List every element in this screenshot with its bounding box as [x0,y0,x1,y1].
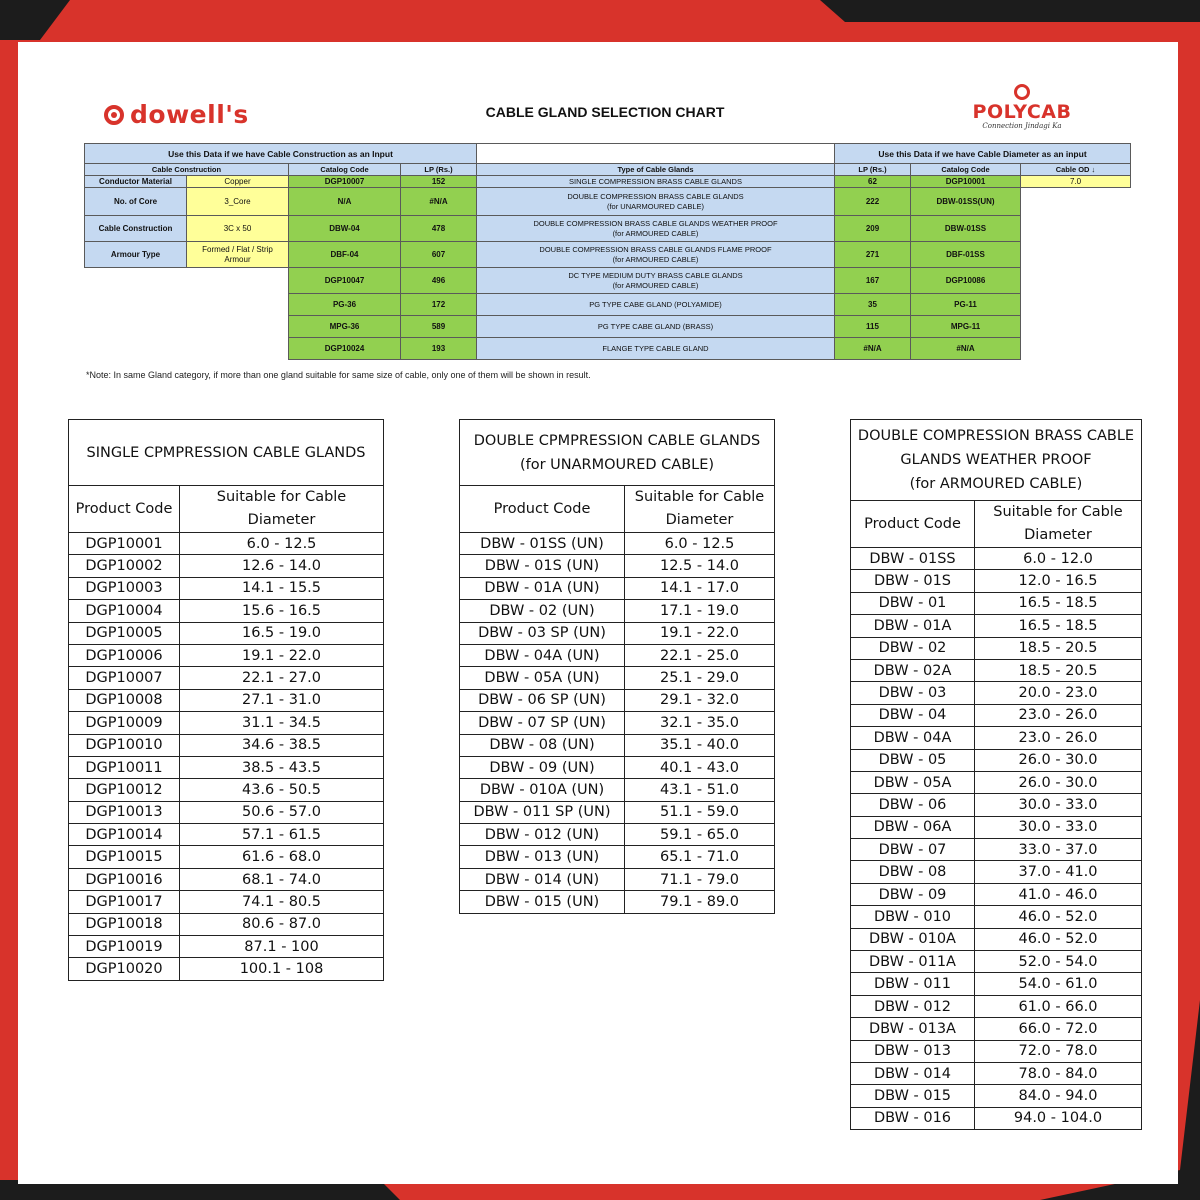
table-row [69,689,384,711]
diameter-range-cell: 72.0 - 78.0 [975,1040,1142,1062]
table-row [460,868,775,890]
diameter-range-cell: 50.6 - 57.0 [180,801,384,823]
diameter-range-cell: 17.1 - 19.0 [625,600,775,622]
gland-type-cell [477,294,835,316]
gland-type-line: DOUBLE COMPRESSION BRASS CABLE GLANDS WEATHER PROOF [533,218,778,228]
empty-cell [1021,188,1131,360]
gland-type-line: DC TYPE MEDIUM DUTY BRASS CABLE GLANDS [568,270,743,280]
gland-type-subline: (for UNARMOURED CABLE) [606,201,705,211]
diameter-range-cell: 43.1 - 51.0 [625,779,775,801]
diameter-header-line: Diameter [1024,527,1092,543]
product-code-cell: DGP10014 [69,824,180,846]
param-label: Conductor Material [85,176,187,188]
diameter-range-cell: 33.0 - 37.0 [975,839,1142,861]
table-row [460,712,775,734]
gland-type-cell [477,268,835,294]
gland-type-cell [477,316,835,338]
diameter-range-cell: 80.6 - 87.0 [180,913,384,935]
product-code-cell: DBW - 01 [851,592,975,614]
gland-type-cell [477,242,835,268]
diameter-range-cell: 22.1 - 25.0 [625,644,775,666]
polycab-logo [972,84,1072,130]
table-row [69,756,384,778]
product-code-cell: DBW - 013 [851,1040,975,1062]
product-code-cell: DBW - 011 [851,973,975,995]
gland-type-cell [477,188,835,216]
table-row [460,734,775,756]
table-row [460,555,775,577]
product-code-cell: DBW - 07 SP (UN) [460,712,625,734]
diameter-range-cell: 20.0 - 23.0 [975,682,1142,704]
diameter-input-header: Use this Data if we have Cable Diameter as an input [835,144,1131,164]
product-code-header: Product Code [69,486,180,533]
gland-type-line: PG TYPE CABE GLAND (POLYAMIDE) [589,299,722,309]
diameter-range-cell: 15.6 - 16.5 [180,600,384,622]
param-label: Armour Type [85,242,187,268]
table-row [69,936,384,958]
col-cable-od: Cable OD ↓ [1021,164,1131,176]
diameter-range-cell: 43.6 - 50.5 [180,779,384,801]
diameter-header-line: Suitable for Cable [993,504,1123,520]
product-code-cell: DGP10008 [69,689,180,711]
product-code-cell: DBW - 01S [851,570,975,592]
product-code-cell: DGP10005 [69,622,180,644]
gland-type-subline: (for ARMOURED CABLE) [612,280,699,290]
product-code-cell: DBW - 01A [851,615,975,637]
single-compression-table [68,419,384,981]
page-title: CABLE GLAND SELECTION CHART [485,104,725,120]
lp-cell: 193 [401,338,477,360]
diameter-range-cell: 38.5 - 43.5 [180,756,384,778]
gland-type-line: DOUBLE COMPRESSION BRASS CABLE GLANDS FLAME PROOF [539,244,772,254]
table-row [851,592,1142,614]
diameter-range-cell: 22.1 - 27.0 [180,667,384,689]
col-catalog-code: Catalog Code [289,164,401,176]
diameter-header [975,501,1142,548]
product-code-cell: DGP10002 [69,555,180,577]
product-code-cell: DBW - 05A (UN) [460,667,625,689]
product-code-cell: DBW - 014 (UN) [460,868,625,890]
cable-construction-header: Cable Construction [85,164,289,176]
diameter-range-cell: 6.0 - 12.5 [180,533,384,555]
catalog-code-cell: DGP10024 [289,338,401,360]
diameter-range-cell: 12.5 - 14.0 [625,555,775,577]
gland-type-line: SINGLE COMPRESSION BRASS CABLE GLANDS [569,176,742,186]
construction-input-header: Use this Data if we have Cable Construction as an Input [85,144,477,164]
product-code-cell: DGP10010 [69,734,180,756]
table-row [69,533,384,555]
catalog-code-cell: DGP10007 [289,176,401,188]
product-code-cell: DBW - 014 [851,1062,975,1084]
catalog-code-cell: MPG-36 [289,316,401,338]
diameter-range-cell: 84.0 - 94.0 [975,1085,1142,1107]
product-code-cell: DBW - 06 SP (UN) [460,689,625,711]
lp-right-cell: 167 [835,268,911,294]
polycab-logo-icon [1014,84,1030,100]
table-row [69,667,384,689]
diameter-range-cell: 16.5 - 19.0 [180,622,384,644]
table-row [851,951,1142,973]
table-row [851,816,1142,838]
diameter-range-cell: 51.1 - 59.0 [625,801,775,823]
product-code-cell: DBW - 011 SP (UN) [460,801,625,823]
double-compression-weatherproof-table [850,419,1142,1130]
lp-right-cell: 271 [835,242,911,268]
product-code-cell: DBW - 08 [851,861,975,883]
table-row [69,622,384,644]
product-code-cell: DBW - 016 [851,1107,975,1129]
product-code-cell: DBW - 010A (UN) [460,779,625,801]
product-code-cell: DBW - 07 [851,839,975,861]
diameter-range-cell: 57.1 - 61.5 [180,824,384,846]
table-row [69,913,384,935]
diameter-header [180,486,384,533]
product-code-cell: DGP10009 [69,712,180,734]
diameter-range-cell: 14.1 - 15.5 [180,577,384,599]
diameter-range-cell: 46.0 - 52.0 [975,928,1142,950]
table-row [851,548,1142,570]
product-code-cell: DBW - 01SS (UN) [460,533,625,555]
diameter-range-cell: 78.0 - 84.0 [975,1062,1142,1084]
col-catalog-code-right: Catalog Code [911,164,1021,176]
diameter-range-cell: 18.5 - 20.5 [975,659,1142,681]
table-row [460,846,775,868]
polycab-tagline: Connection Jindagi Ka [982,122,1062,130]
table-row [460,622,775,644]
lp-cell: 607 [401,242,477,268]
diameter-range-cell: 19.1 - 22.0 [625,622,775,644]
param-value: Formed / Flat / Strip Armour [187,242,289,268]
table-title-line: (for UNARMOURED CABLE) [519,456,715,473]
product-code-cell: DGP10020 [69,958,180,980]
diameter-range-cell: 65.1 - 71.0 [625,846,775,868]
col-gland-type: Type of Cable Glands [477,164,835,176]
lp-right-cell: 35 [835,294,911,316]
diameter-range-cell: 6.0 - 12.0 [975,548,1142,570]
table-row [69,577,384,599]
table-title [69,420,384,486]
diameter-range-cell: 54.0 - 61.0 [975,973,1142,995]
product-code-cell: DBW - 01S (UN) [460,555,625,577]
product-code-cell: DGP10013 [69,801,180,823]
product-code-cell: DBW - 011A [851,951,975,973]
product-code-cell: DBW - 010A [851,928,975,950]
table-row [851,749,1142,771]
table-row [851,995,1142,1017]
diameter-range-cell: 26.0 - 30.0 [975,749,1142,771]
dowells-logo-icon [104,105,124,125]
product-code-cell: DBW - 08 (UN) [460,734,625,756]
diameter-range-cell: 16.5 - 18.5 [975,615,1142,637]
diameter-range-cell: 41.0 - 46.0 [975,883,1142,905]
gland-type-cell [477,176,835,188]
table-title-line: (for ARMOURED CABLE) [909,476,1083,492]
product-code-cell: DBW - 012 (UN) [460,824,625,846]
product-code-cell: DBW - 06 [851,794,975,816]
table-row [460,824,775,846]
table-title-line: DOUBLE CPMPRESSION CABLE GLANDS [473,432,761,449]
product-code-cell: DBW - 02 (UN) [460,600,625,622]
catalog-code-right-cell: DGP10086 [911,268,1021,294]
diameter-range-cell: 12.6 - 14.0 [180,555,384,577]
product-code-cell: DGP10015 [69,846,180,868]
table-row [851,615,1142,637]
lp-cell: 478 [401,216,477,242]
product-code-cell: DBW - 013A [851,1018,975,1040]
table-row [69,891,384,913]
double-compression-unarmoured-table [459,419,775,914]
diameter-range-cell: 74.1 - 80.5 [180,891,384,913]
product-code-header: Product Code [851,501,975,548]
table-row [851,637,1142,659]
diameter-range-cell: 31.1 - 34.5 [180,712,384,734]
selection-note: *Note: In same Gland category, if more than one gland suitable for same size of cable, only one of them will be shown in result. [86,370,591,380]
diameter-header-line: Diameter [247,512,316,528]
table-row [69,712,384,734]
product-code-cell: DBW - 01SS [851,548,975,570]
table-title-line: DOUBLE COMPRESSION BRASS CABLE [857,428,1135,444]
catalog-code-cell: DGP10047 [289,268,401,294]
diameter-range-cell: 12.0 - 16.5 [975,570,1142,592]
table-row [69,868,384,890]
diameter-range-cell: 37.0 - 41.0 [975,861,1142,883]
product-code-cell: DBW - 03 SP (UN) [460,622,625,644]
diameter-header-line: Suitable for Cable [634,489,765,505]
product-code-cell: DBW - 05A [851,771,975,793]
product-code-cell: DGP10004 [69,600,180,622]
table-row [851,704,1142,726]
table-row [69,958,384,980]
diameter-range-cell: 26.0 - 30.0 [975,771,1142,793]
table-row [851,659,1142,681]
product-code-cell: DBW - 012 [851,995,975,1017]
param-label: No. of Core [85,188,187,216]
empty-cell [85,268,289,360]
table-row [851,928,1142,950]
table-title [851,420,1142,501]
selection-grid [84,143,1131,360]
product-code-cell: DBW - 02A [851,659,975,681]
param-value: 3_Core [187,188,289,216]
gland-type-subline: (for ARMOURED CABLE) [612,254,699,264]
table-row [69,734,384,756]
product-code-cell: DGP10019 [69,936,180,958]
product-code-cell: DGP10018 [69,913,180,935]
diameter-range-cell: 68.1 - 74.0 [180,868,384,890]
table-row [460,689,775,711]
lp-cell: 496 [401,268,477,294]
header-spacer [477,144,835,164]
product-code-cell: DBW - 04A (UN) [460,644,625,666]
diameter-range-cell: 30.0 - 33.0 [975,816,1142,838]
table-row [851,1040,1142,1062]
table-row [69,846,384,868]
diameter-range-cell: 66.0 - 72.0 [975,1018,1142,1040]
lp-right-cell: 115 [835,316,911,338]
table-row [851,906,1142,928]
lp-cell: #N/A [401,188,477,216]
gland-type-line: FLANGE TYPE CABLE GLAND [602,343,709,353]
product-code-cell: DBW - 013 (UN) [460,846,625,868]
table-row [851,861,1142,883]
table-title-line: GLANDS WEATHER PROOF [900,452,1092,468]
diameter-range-cell: 46.0 - 52.0 [975,906,1142,928]
product-code-cell: DGP10006 [69,644,180,666]
diameter-range-cell: 59.1 - 65.0 [625,824,775,846]
lp-cell: 589 [401,316,477,338]
table-row [851,727,1142,749]
table-row [69,555,384,577]
catalog-code-cell: N/A [289,188,401,216]
table-row [460,600,775,622]
polycab-logo-text: POLYCAB [972,101,1072,123]
table-row [69,600,384,622]
table-row [69,824,384,846]
catalog-code-right-cell: PG-11 [911,294,1021,316]
catalog-code-cell: DBW-04 [289,216,401,242]
table-row [851,1062,1142,1084]
product-code-cell: DBW - 015 [851,1085,975,1107]
product-code-cell: DGP10001 [69,533,180,555]
product-code-cell: DBW - 01A (UN) [460,577,625,599]
product-code-cell: DBW - 03 [851,682,975,704]
catalog-code-right-cell: DGP10001 [911,176,1021,188]
table-row [851,973,1142,995]
diameter-range-cell: 40.1 - 43.0 [625,756,775,778]
param-value: 3C x 50 [187,216,289,242]
table-title-line: SINGLE CPMPRESSION CABLE GLANDS [86,444,366,461]
diameter-range-cell: 87.1 - 100 [180,936,384,958]
diameter-range-cell: 79.1 - 89.0 [625,891,775,913]
catalog-code-cell: DBF-04 [289,242,401,268]
dowells-logo [104,100,249,129]
diameter-range-cell: 25.1 - 29.0 [625,667,775,689]
gland-type-cell [477,338,835,360]
diameter-range-cell: 16.5 - 18.5 [975,592,1142,614]
table-row [851,1085,1142,1107]
cable-od-input: 7.0 [1021,176,1131,188]
table-row [69,801,384,823]
lp-right-cell: #N/A [835,338,911,360]
param-label: Cable Construction [85,216,187,242]
catalog-code-right-cell: DBW-01SS [911,216,1021,242]
diameter-range-cell: 32.1 - 35.0 [625,712,775,734]
table-row [851,771,1142,793]
table-row [460,667,775,689]
product-code-cell: DBW - 010 [851,906,975,928]
table-row [851,570,1142,592]
table-title [460,420,775,486]
col-lp-right: LP (Rs.) [835,164,911,176]
lp-right-cell: 222 [835,188,911,216]
table-row [460,756,775,778]
diameter-range-cell: 61.0 - 66.0 [975,995,1142,1017]
diameter-range-cell: 23.0 - 26.0 [975,704,1142,726]
table-row [851,1107,1142,1129]
col-lp: LP (Rs.) [401,164,477,176]
table-row [851,883,1142,905]
diameter-range-cell: 100.1 - 108 [180,958,384,980]
diameter-range-cell: 34.6 - 38.5 [180,734,384,756]
table-row [460,533,775,555]
diameter-range-cell: 23.0 - 26.0 [975,727,1142,749]
product-code-cell: DGP10012 [69,779,180,801]
table-row [69,779,384,801]
diameter-range-cell: 6.0 - 12.5 [625,533,775,555]
gland-type-line: DOUBLE COMPRESSION BRASS CABLE GLANDS [567,191,744,201]
diameter-range-cell: 61.6 - 68.0 [180,846,384,868]
diameter-range-cell: 35.1 - 40.0 [625,734,775,756]
diameter-range-cell: 27.1 - 31.0 [180,689,384,711]
param-value: Copper [187,176,289,188]
diameter-header [625,486,775,533]
lp-right-cell: 62 [835,176,911,188]
catalog-code-cell: PG-36 [289,294,401,316]
table-row [851,794,1142,816]
table-row [460,801,775,823]
product-code-cell: DGP10011 [69,756,180,778]
gland-type-cell [477,216,835,242]
table-row [460,644,775,666]
product-code-cell: DBW - 015 (UN) [460,891,625,913]
diameter-range-cell: 94.0 - 104.0 [975,1107,1142,1129]
diameter-header-line: Suitable for Cable [216,489,347,505]
diameter-range-cell: 29.1 - 32.0 [625,689,775,711]
table-row [851,1018,1142,1040]
diameter-range-cell: 30.0 - 33.0 [975,794,1142,816]
table-row [851,839,1142,861]
diameter-range-cell: 52.0 - 54.0 [975,951,1142,973]
product-code-cell: DGP10007 [69,667,180,689]
diameter-range-cell: 19.1 - 22.0 [180,644,384,666]
product-code-cell: DBW - 05 [851,749,975,771]
product-code-cell: DBW - 06A [851,816,975,838]
product-code-cell: DGP10003 [69,577,180,599]
table-row [460,891,775,913]
diameter-range-cell: 71.1 - 79.0 [625,868,775,890]
diameter-range-cell: 14.1 - 17.0 [625,577,775,599]
product-code-cell: DGP10016 [69,868,180,890]
table-row [460,779,775,801]
product-code-header: Product Code [460,486,625,533]
lp-cell: 172 [401,294,477,316]
gland-type-line: PG TYPE CABE GLAND (BRASS) [597,321,714,331]
catalog-code-right-cell: DBW-01SS(UN) [911,188,1021,216]
catalog-code-right-cell: #N/A [911,338,1021,360]
product-code-cell: DBW - 09 (UN) [460,756,625,778]
diameter-range-cell: 18.5 - 20.5 [975,637,1142,659]
lp-cell: 152 [401,176,477,188]
gland-type-subline: (for ARMOURED CABLE) [612,228,699,238]
product-code-cell: DBW - 02 [851,637,975,659]
table-row [851,682,1142,704]
table-row [460,577,775,599]
diameter-header-line: Diameter [665,512,734,528]
lp-right-cell: 209 [835,216,911,242]
product-code-cell: DGP10017 [69,891,180,913]
product-code-cell: DBW - 09 [851,883,975,905]
catalog-code-right-cell: MPG-11 [911,316,1021,338]
catalog-code-right-cell: DBF-01SS [911,242,1021,268]
dowells-logo-text: dowell's [130,100,249,129]
product-code-cell: DBW - 04 [851,704,975,726]
table-row [69,644,384,666]
product-code-cell: DBW - 04A [851,727,975,749]
